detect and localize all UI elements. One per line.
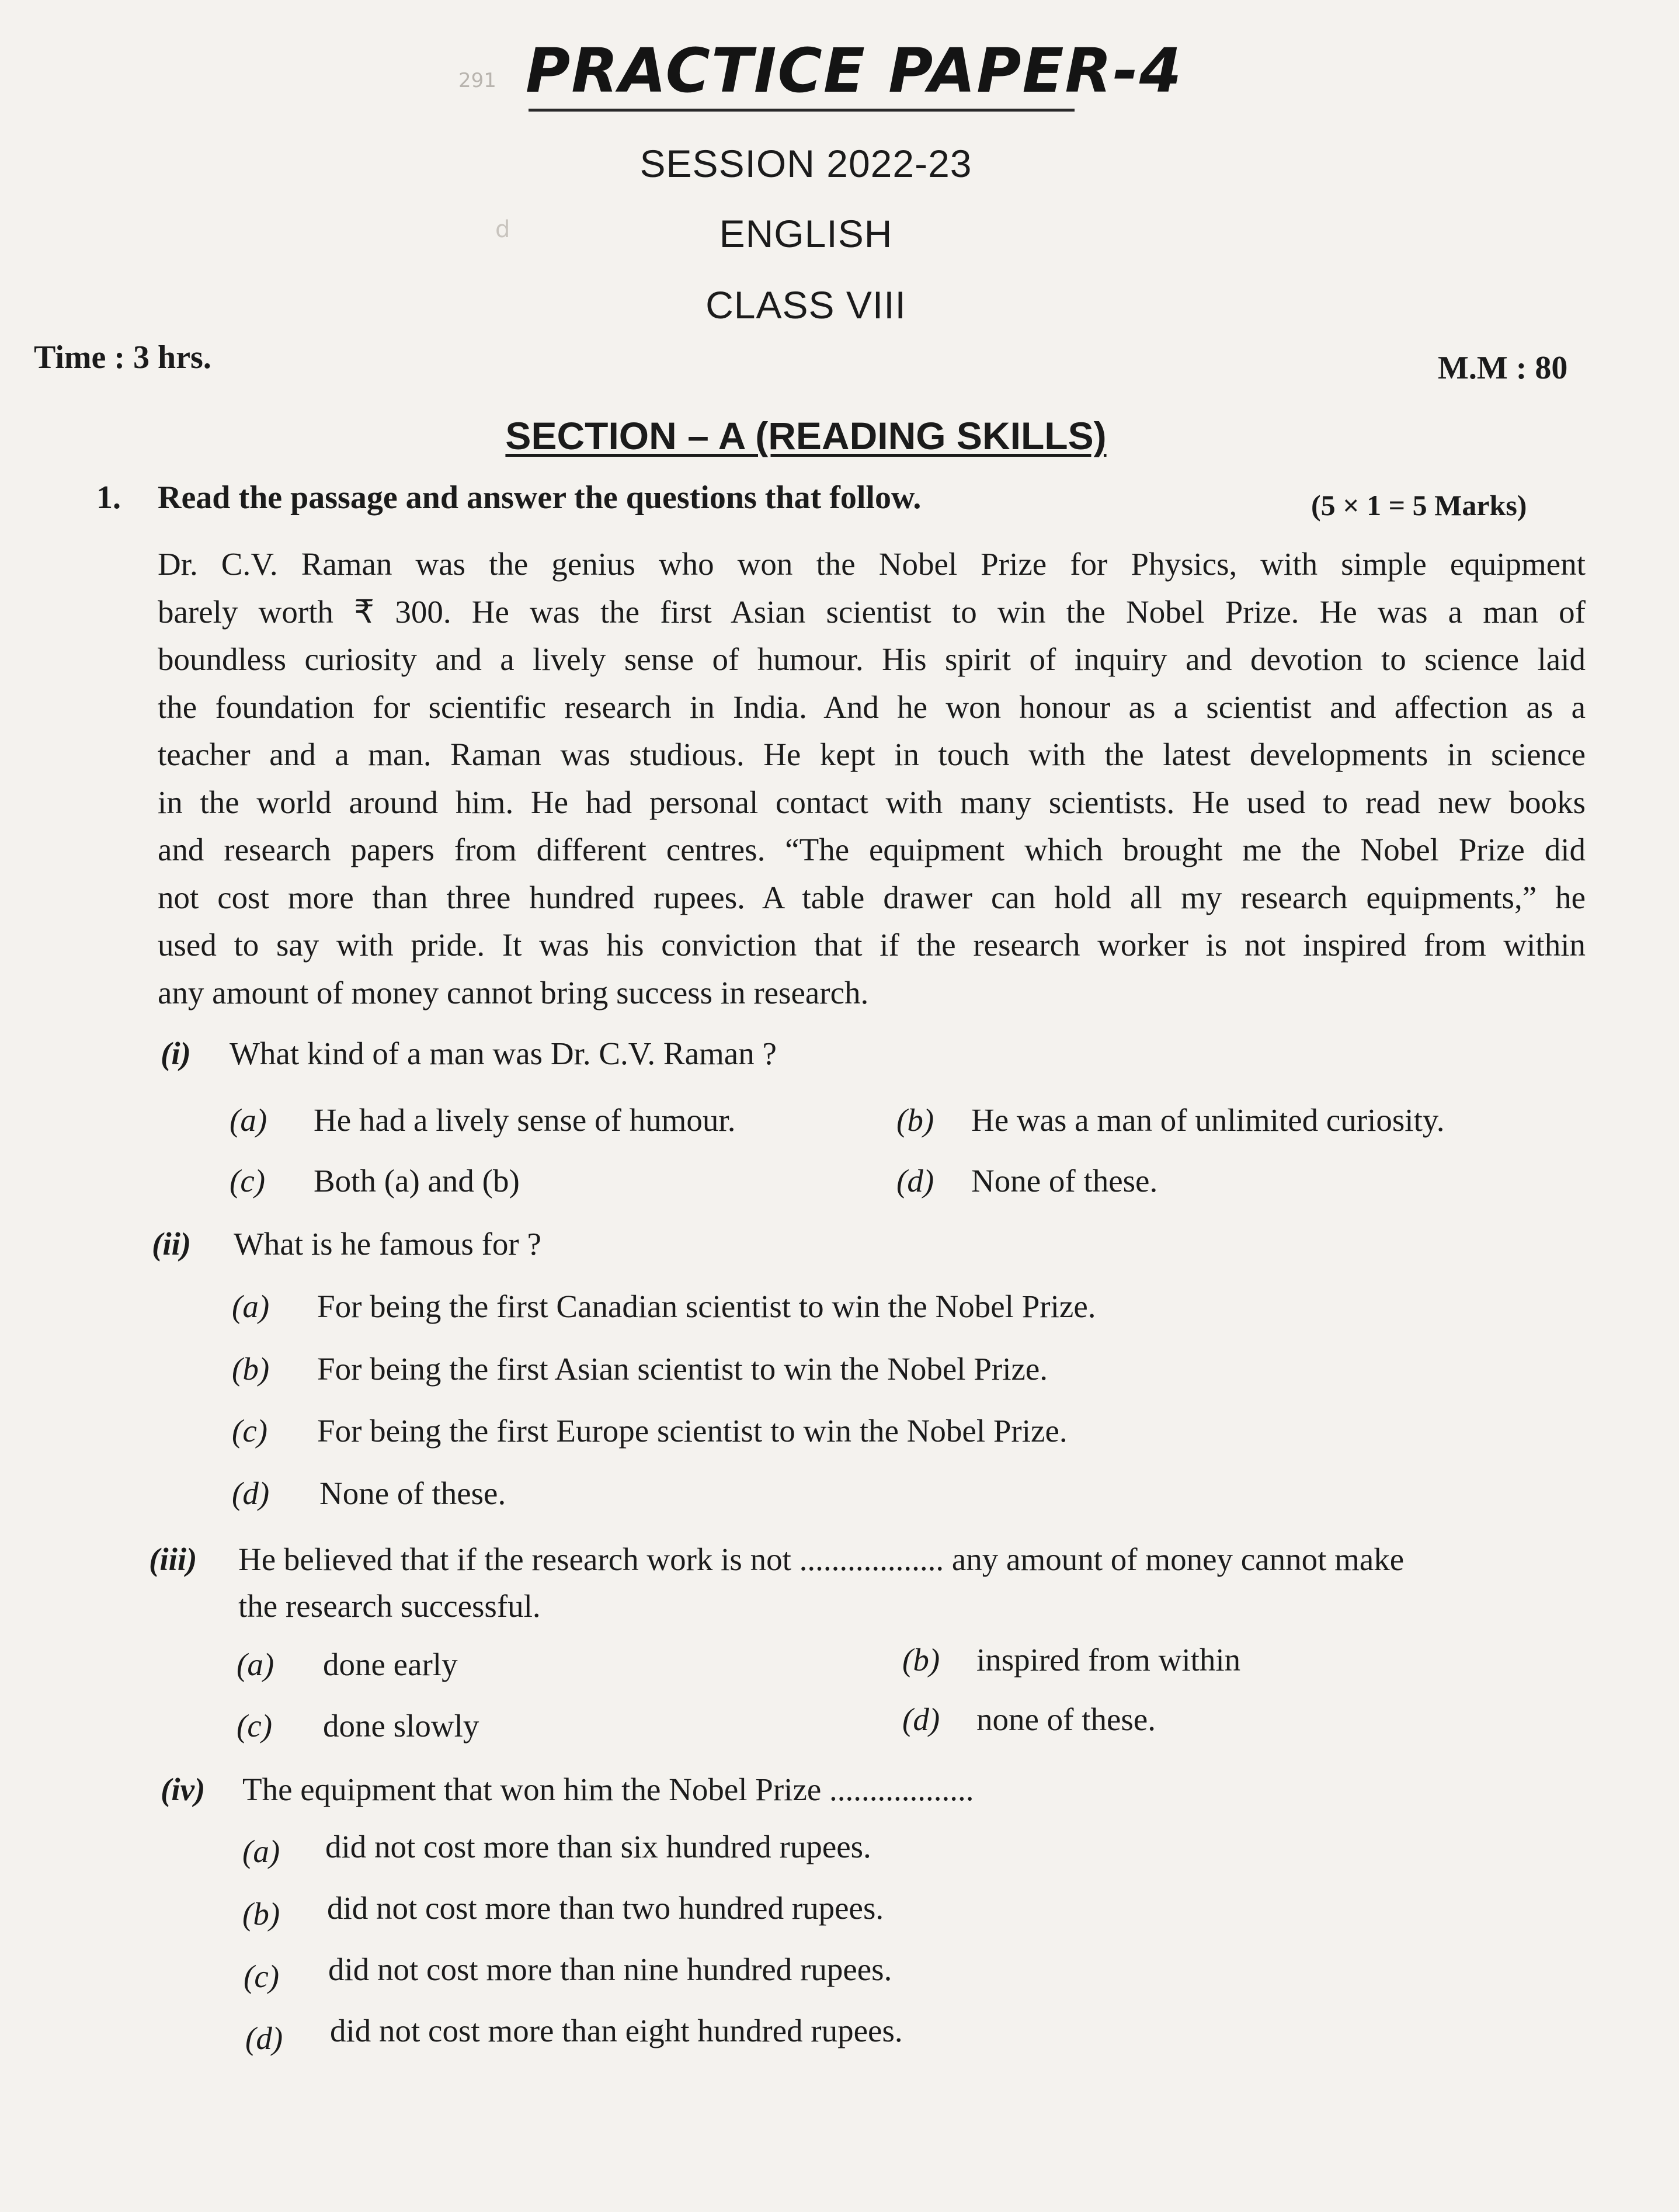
reading-passage: [158, 540, 1586, 1016]
subq-stem: What kind of a man was Dr. C.V. Raman ?: [230, 1036, 777, 1071]
question-instruction: Read the passage and answer the questions that follow.: [158, 480, 922, 516]
option-label: (d): [232, 1475, 270, 1511]
question-marks: (5 × 1 = 5 Marks): [1311, 489, 1527, 522]
option-label: (c): [237, 1708, 273, 1744]
option-text: did not cost more than six hundred rupees.: [325, 1829, 871, 1864]
subq-label: (iii): [149, 1541, 197, 1577]
option-label: (c): [232, 1413, 268, 1449]
subq-stem: He believed that if the research work is not .................. any amount of money cannot make: [238, 1541, 1405, 1577]
option-text: For being the first Europe scientist to win the Nobel Prize.: [317, 1413, 1068, 1449]
subject-heading: ENGLISH: [719, 212, 893, 255]
option-text: None of these.: [971, 1163, 1158, 1199]
option-text: did not cost more than two hundred rupees.: [327, 1890, 884, 1926]
option-text: For being the first Canadian scientist to win the Nobel Prize.: [317, 1289, 1096, 1324]
subq-label: (iv): [161, 1772, 206, 1807]
option-label: (c): [230, 1163, 266, 1199]
passage-line: not cost more than three hundred rupees. A table drawer can hold all my research equipments,” he: [158, 879, 1586, 915]
option-text: done slowly: [323, 1708, 479, 1744]
passage-line: boundless curiosity and a lively sense of humour. His spirit of inquiry and devotion to science laid: [158, 641, 1586, 677]
option-text: done early: [323, 1647, 458, 1682]
option-text: inspired from within: [976, 1642, 1241, 1678]
faint-page-code: 291: [458, 69, 496, 92]
option-label: (b): [902, 1642, 940, 1678]
option-label: (d): [245, 2020, 283, 2056]
subq-label: (ii): [152, 1226, 192, 1262]
option-label: (b): [896, 1102, 934, 1138]
option-text: Both (a) and (b): [314, 1163, 520, 1199]
passage-line: Dr. C.V. Raman was the genius who won the Nobel Prize for Physics, with simple equipment: [158, 546, 1586, 582]
subq-stem: What is he famous for ?: [234, 1226, 541, 1262]
subq-label: (i): [161, 1036, 191, 1071]
time-allowed: Time : 3 hrs.: [34, 339, 211, 376]
paper-title: PRACTICE PAPER-4: [526, 35, 1183, 106]
session-heading: SESSION 2022-23: [639, 142, 972, 185]
passage-line: in the world around him. He had personal contact with many scientists. He used to read new books: [158, 784, 1586, 820]
option-text: none of these.: [976, 1701, 1156, 1737]
option-label: (d): [896, 1163, 934, 1199]
option-text: did not cost more than eight hundred rupees.: [330, 2013, 903, 2048]
passage-line: any amount of money cannot bring success in research.: [158, 974, 869, 1010]
section-heading: SECTION – A (READING SKILLS): [505, 414, 1107, 457]
option-text: did not cost more than nine hundred rupees.: [328, 1951, 892, 1987]
option-label: (a): [237, 1647, 274, 1682]
maximum-marks: M.M : 80: [1438, 350, 1568, 386]
passage-line: the foundation for scientific research in India. And he won honour as a scientist and affection as a: [158, 689, 1586, 725]
option-label: (a): [232, 1289, 270, 1324]
subq-stem: The equipment that won him the Nobel Prize ..................: [242, 1772, 974, 1807]
passage-line: barely worth ₹ 300. He was the first Asian scientist to win the Nobel Prize. He was a man of: [158, 593, 1586, 630]
option-text: He was a man of unlimited curiosity.: [971, 1102, 1445, 1138]
passage-line: and research papers from different centres. “The equipment which brought me the Nobel Prize did: [158, 832, 1586, 867]
option-label: (c): [244, 1958, 280, 1994]
option-label: (d): [902, 1701, 940, 1737]
question-number: 1.: [96, 480, 121, 516]
option-label: (a): [242, 1834, 280, 1869]
option-text: He had a lively sense of humour.: [314, 1102, 736, 1138]
faint-mark: d: [495, 216, 510, 243]
passage-line: teacher and a man. Raman was studious. He kept in touch with the latest developments in science: [158, 737, 1586, 772]
option-label: (b): [242, 1896, 280, 1932]
class-heading: CLASS VIII: [705, 283, 906, 327]
option-label: (a): [230, 1102, 267, 1138]
option-label: (b): [232, 1351, 270, 1387]
subq-stem-continued: the research successful.: [238, 1588, 541, 1624]
option-text: None of these.: [319, 1475, 506, 1511]
option-text: For being the first Asian scientist to win the Nobel Prize.: [317, 1351, 1048, 1387]
passage-line: used to say with pride. It was his conviction that if the research worker is not inspired from within: [158, 927, 1586, 963]
title-underline: [529, 109, 1075, 112]
